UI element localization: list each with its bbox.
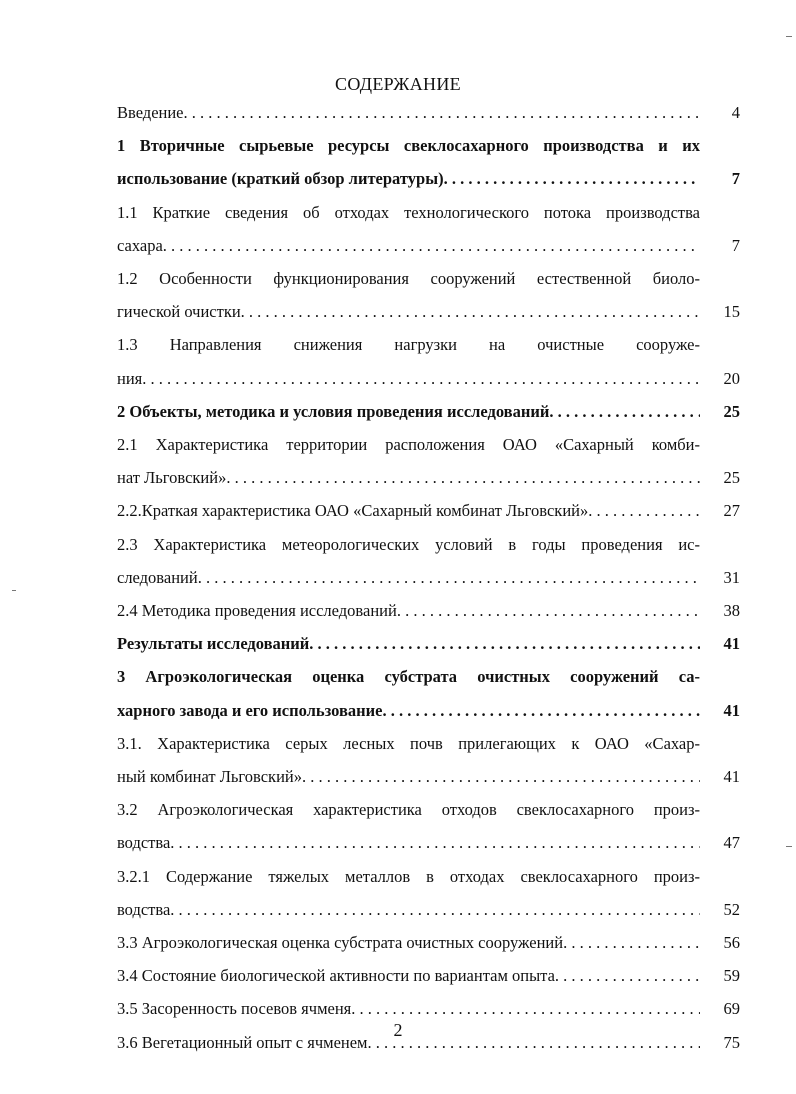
toc-entry-title-line: сахара <box>117 235 163 255</box>
dot-leader <box>226 461 700 494</box>
toc-entry[interactable] <box>117 627 740 660</box>
toc-entry-page: 38 <box>723 601 740 621</box>
dot-leader <box>198 561 700 594</box>
toc-entry-page: 20 <box>723 368 740 388</box>
toc-entry-page: 25 <box>723 468 740 488</box>
toc-entry-title: 2 Объекты, методика и условия проведения исследований <box>117 401 550 421</box>
page-title: СОДЕРЖАНИЕ <box>335 74 461 94</box>
toc-entry-title: 3.4 Состояние биологической активности по вариантам опыта <box>117 966 555 986</box>
toc-entry-page: 7 <box>731 169 740 189</box>
toc-entry-title-line: 1.1 Краткие сведения об отходах технологического потока производства <box>117 202 700 222</box>
toc-entry-page: 31 <box>723 567 740 587</box>
toc-entry[interactable] <box>117 129 740 195</box>
toc-entry-title-line: использование (краткий обзор литературы) <box>117 169 444 189</box>
toc-entry-page: 15 <box>723 302 740 322</box>
dot-leader <box>302 760 700 793</box>
toc-entry-title: 2.4 Методика проведения исследований <box>117 601 397 621</box>
toc-entry[interactable] <box>117 428 740 494</box>
dot-leader <box>555 959 700 992</box>
scan-speck <box>12 590 16 591</box>
toc-entry-page: 25 <box>723 401 740 421</box>
toc-entry[interactable] <box>117 860 740 926</box>
toc-entry-page: 59 <box>723 966 740 986</box>
toc-entry-title: 3.5 Засоренность посевов ячменя <box>117 999 352 1019</box>
toc-entry-title-line: ный комбинат Льговский» <box>117 767 302 787</box>
dot-leader <box>549 395 700 428</box>
toc-entry-page: 7 <box>731 235 740 255</box>
toc-entry-page: 56 <box>723 933 740 953</box>
toc-entry-page: 52 <box>723 899 740 919</box>
toc-entry-title-line: водства <box>117 899 171 919</box>
table-of-contents <box>117 96 740 1059</box>
dot-leader <box>170 826 700 859</box>
dot-leader <box>444 162 700 195</box>
toc-entry-page: 4 <box>731 103 740 122</box>
toc-entry[interactable] <box>117 793 740 859</box>
toc-entry[interactable] <box>117 262 740 328</box>
toc-entry-title: Результаты исследований <box>117 634 310 654</box>
toc-entry[interactable] <box>117 196 740 262</box>
toc-entry-page: 47 <box>723 833 740 853</box>
dot-leader <box>170 893 700 926</box>
toc-entry[interactable] <box>117 328 740 394</box>
toc-entry-title: 3.6 Вегетационный опыт с ячменем <box>117 1032 368 1052</box>
toc-entry-title: 2.2.Краткая характеристика ОАО «Сахарный комбинат Льговский» <box>117 501 589 521</box>
dot-leader <box>588 494 700 527</box>
toc-entry-title-line: 2.3 Характеристика метеорологических условий в годы проведения ис- <box>117 534 700 554</box>
toc-entry-page: 27 <box>723 501 740 521</box>
toc-entry[interactable] <box>117 594 740 627</box>
toc-entry-title-line: 1.2 Особенности функционирования сооружений естественной биоло- <box>117 269 700 289</box>
toc-entry-page: 41 <box>723 700 740 720</box>
toc-entry[interactable] <box>117 395 740 428</box>
toc-entry-title-line: нат Льговский» <box>117 468 227 488</box>
toc-entry-title-line: 3.1. Характеристика серых лесных почв прилегающих к ОАО «Сахар- <box>117 733 700 753</box>
dot-leader <box>309 627 700 660</box>
toc-entry-title-line: ния <box>117 368 143 388</box>
toc-entry-page: 41 <box>723 767 740 787</box>
toc-entry-title-line: 2.1 Характеристика территории расположения ОАО «Сахарный комби- <box>117 435 700 455</box>
toc-entry-page: 69 <box>723 999 740 1019</box>
dot-leader <box>184 96 700 129</box>
toc-entry-title-line: 1.3 Направления снижения нагрузки на очистные сооруже- <box>117 335 700 355</box>
dot-leader <box>397 594 700 627</box>
toc-entry-title-line: 3 Агроэкологическая оценка субстрата очистных сооружений са- <box>117 667 700 687</box>
dot-leader <box>563 926 700 959</box>
dot-leader <box>382 694 700 727</box>
toc-entry-title-line: 1 Вторичные сырьевые ресурсы свеклосахарного производства и их <box>117 136 700 156</box>
scan-speck <box>786 36 792 37</box>
toc-entry-title-line: 3.2.1 Содержание тяжелых металлов в отходах свеклосахарного произ- <box>117 866 700 886</box>
toc-entry-title-line: следований <box>117 567 198 587</box>
toc-entry-title-line: гической очистки <box>117 302 241 322</box>
toc-entry-title-line: 3.2 Агроэкологическая характеристика отходов свеклосахарного произ- <box>117 800 700 820</box>
dot-leader <box>241 295 700 328</box>
toc-entry[interactable] <box>117 96 740 129</box>
toc-entry-page: 41 <box>723 634 740 654</box>
scan-speck <box>786 846 792 847</box>
toc-entry-title: 3.3 Агроэкологическая оценка субстрата очистных сооружений <box>117 933 564 953</box>
toc-entry[interactable] <box>117 528 740 594</box>
toc-entry-title-line: водства <box>117 833 171 853</box>
dot-leader <box>163 229 700 262</box>
toc-entry[interactable] <box>117 959 740 992</box>
toc-entry-page: 75 <box>723 1032 740 1052</box>
toc-entry-title: Введение <box>117 103 184 122</box>
toc-entry[interactable] <box>117 926 740 959</box>
toc-entry-title-line: харного завода и его использование <box>117 700 383 720</box>
toc-entry[interactable] <box>117 494 740 527</box>
toc-entry[interactable] <box>117 660 740 726</box>
toc-entry[interactable] <box>117 727 740 793</box>
page-number: 2 <box>393 1020 403 1040</box>
dot-leader <box>142 362 700 395</box>
